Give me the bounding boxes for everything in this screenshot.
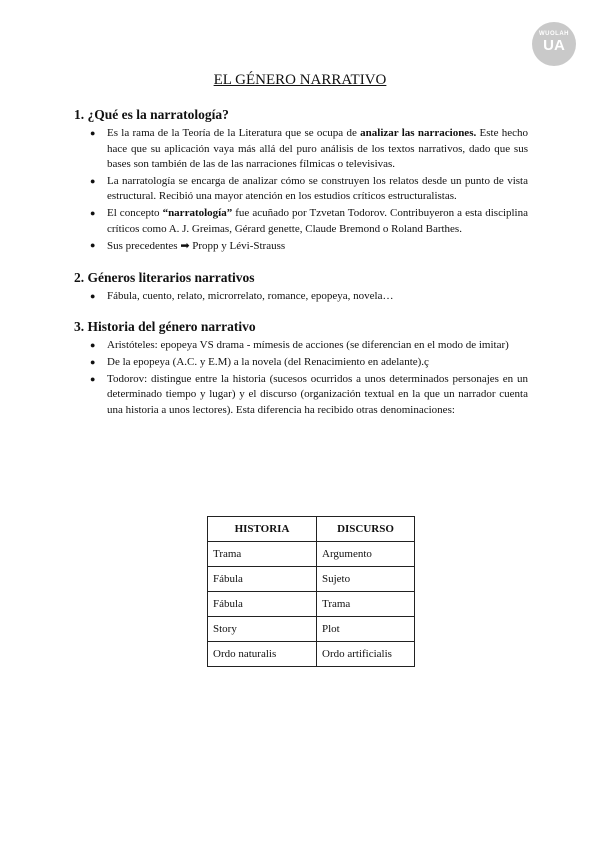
bullet-icon: ● (90, 207, 96, 218)
list-item (74, 355, 528, 371)
bullet-list (74, 338, 528, 418)
table-cell: Trama (208, 542, 317, 567)
list-item (74, 206, 528, 237)
document-body (74, 106, 528, 432)
bullet-icon: ● (90, 373, 96, 384)
text-segment: Es la rama de la Teoría de la Literatura que se ocupa de (107, 127, 361, 139)
table-header-row (208, 517, 415, 542)
text-segment: El concepto (107, 206, 163, 219)
table-cell: Argumento (317, 542, 415, 567)
section-heading: 3. Historia del género narrativo (74, 319, 256, 335)
bullet-icon: ● (90, 290, 96, 301)
bold-text: “narratología” (162, 206, 233, 219)
column-header: DISCURSO (317, 517, 415, 542)
section-narratologia (74, 106, 528, 255)
table-cell: Trama (317, 592, 415, 617)
table-cell: Story (208, 617, 317, 642)
section-generos (74, 269, 528, 305)
table-cell: Fábula (208, 592, 317, 617)
section-historia (74, 318, 528, 418)
bullet-list (74, 289, 528, 305)
historia-discurso-table (207, 516, 415, 667)
bullet-list (74, 126, 528, 255)
text-segment: Todorov: distingue entre la historia (sucesos ocurridos a unos determinados personajes en un determinado tiempo y lugar) y el discurso (organización textual en la que un narrador cuenta una historia a unos lectores). Esta diferencia ha recibido otras denominaciones: (107, 372, 528, 416)
list-item (74, 174, 528, 205)
table-cell: Plot (317, 617, 415, 642)
logo-line-1: WUOLAH (539, 31, 569, 37)
table-row (208, 542, 415, 567)
table-row (208, 592, 415, 617)
table-cell: Sujeto (317, 567, 415, 592)
list-item (74, 372, 528, 419)
section-heading: 2. Géneros literarios narrativos (74, 269, 255, 285)
bullet-icon: ● (90, 340, 96, 351)
column-header: HISTORIA (208, 517, 317, 542)
text-segment: La narratología se encarga de analizar cómo se construyen los relatos desde un punto de vista estructural. Recibió una mayor atención en los estudios críticos estructuralistas. (107, 174, 528, 203)
list-item (74, 238, 528, 255)
text-segment: fue acuñado por Tzvetan Todorov. Contribuyeron a esta disciplina críticos como A. J. Greimas, Gérard genette, Claude Bremond o Roland Barthes. (107, 206, 528, 235)
section-heading: 1. ¿Qué es la narratología? (74, 107, 229, 122)
table-row (208, 617, 415, 642)
bullet-icon: ● (90, 240, 96, 251)
list-item (74, 126, 528, 173)
text-segment: De la epopeya (A.C. y E.M) a la novela (del Renacimiento en adelante).ç (107, 355, 429, 368)
watermark-logo (532, 22, 576, 66)
bullet-icon: ● (90, 175, 96, 186)
table-row (208, 642, 415, 667)
table-cell: Ordo naturalis (208, 642, 317, 667)
bold-text: analizar las narraciones. (360, 127, 477, 139)
table-cell: Fábula (208, 567, 317, 592)
logo-line-2: UA (543, 37, 565, 54)
table-row (208, 567, 415, 592)
table-cell: Ordo artificialis (317, 642, 415, 667)
bullet-icon: ● (90, 356, 96, 367)
arrow-right-icon: ➡ (180, 239, 190, 253)
document-title: EL GÉNERO NARRATIVO (213, 72, 387, 88)
list-item (74, 289, 528, 305)
text-segment: Sus precedentes (107, 240, 181, 253)
text-segment: Aristóteles: epopeya VS drama - mímesis de acciones (se diferencian en el modo de imitar) (107, 339, 509, 352)
text-segment: Fábula, cuento, relato, microrrelato, romance, epopeya, novela… (107, 289, 394, 302)
text-segment: Este hecho hace que su aplicación vaya más allá del puro análisis de los textos narrativos, dado que sus bases son también de las de las narraciones fílmicas o televisivas. (107, 127, 529, 171)
bullet-icon: ● (90, 128, 96, 138)
text-segment: Propp y Lévi-Strauss (189, 240, 286, 253)
list-item (74, 338, 528, 354)
